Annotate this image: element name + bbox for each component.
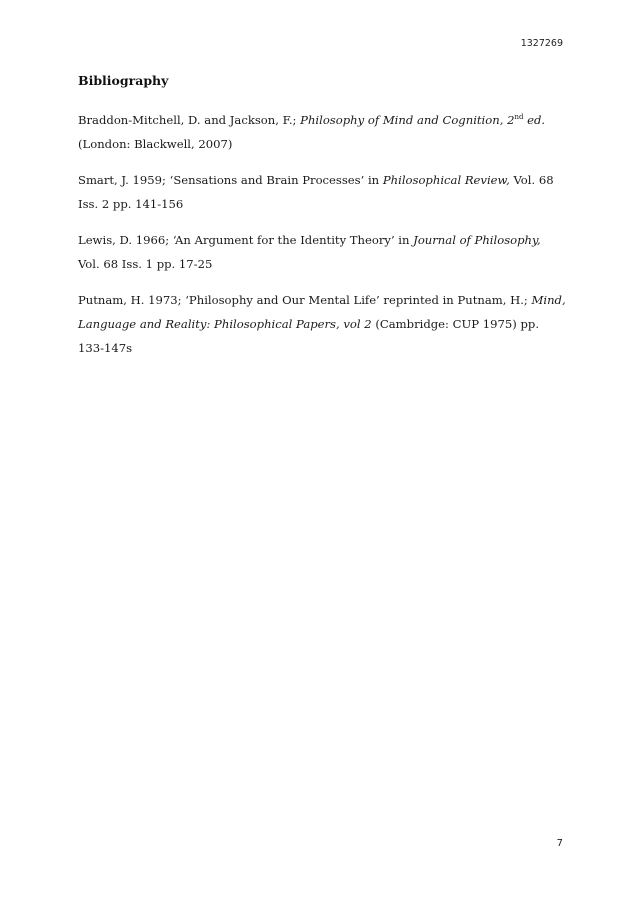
bibliography-heading: Bibliography [78,73,169,88]
page-number: 7 [556,838,563,849]
bibliography-entry [78,108,566,156]
entry-publication: (London: Blackwell, 2007) [78,137,233,151]
entry-edition: ed. [523,113,546,127]
bibliography-entry [78,168,566,216]
entry-publication: Vol. 68 Iss. 2 pp. 141-156 [78,173,554,211]
entry-superscript: nd [514,113,524,122]
entry-authors: Putnam, H. 1973; ‘Philosophy and Our Mental Life’ reprinted in Putnam, H.; [78,293,532,307]
entry-title: Philosophy of Mind and Cognition, 2 [300,113,515,127]
entry-journal: Journal of Philosophy, [413,233,541,247]
bibliography-entry [78,228,566,276]
entry-publication: (Cambridge: CUP 1975) pp. 133-147s [78,317,540,355]
document-id: 1327269 [520,38,563,49]
entry-title: Mind, Language and Reality: Philosophical Papers, vol 2 [78,293,566,331]
entry-publication: Vol. 68 Iss. 1 pp. 17-25 [78,257,213,271]
bibliography-list [78,108,566,372]
entry-authors: Braddon-Mitchell, D. and Jackson, F.; [78,113,301,127]
entry-authors: Lewis, D. 1966; ‘An Argument for the Identity Theory’ in [78,233,414,247]
bibliography-entry [78,288,566,360]
entry-journal: Philosophical Review, [382,173,510,187]
entry-authors: Smart, J. 1959; ‘Sensations and Brain Processes’ in [78,173,383,187]
